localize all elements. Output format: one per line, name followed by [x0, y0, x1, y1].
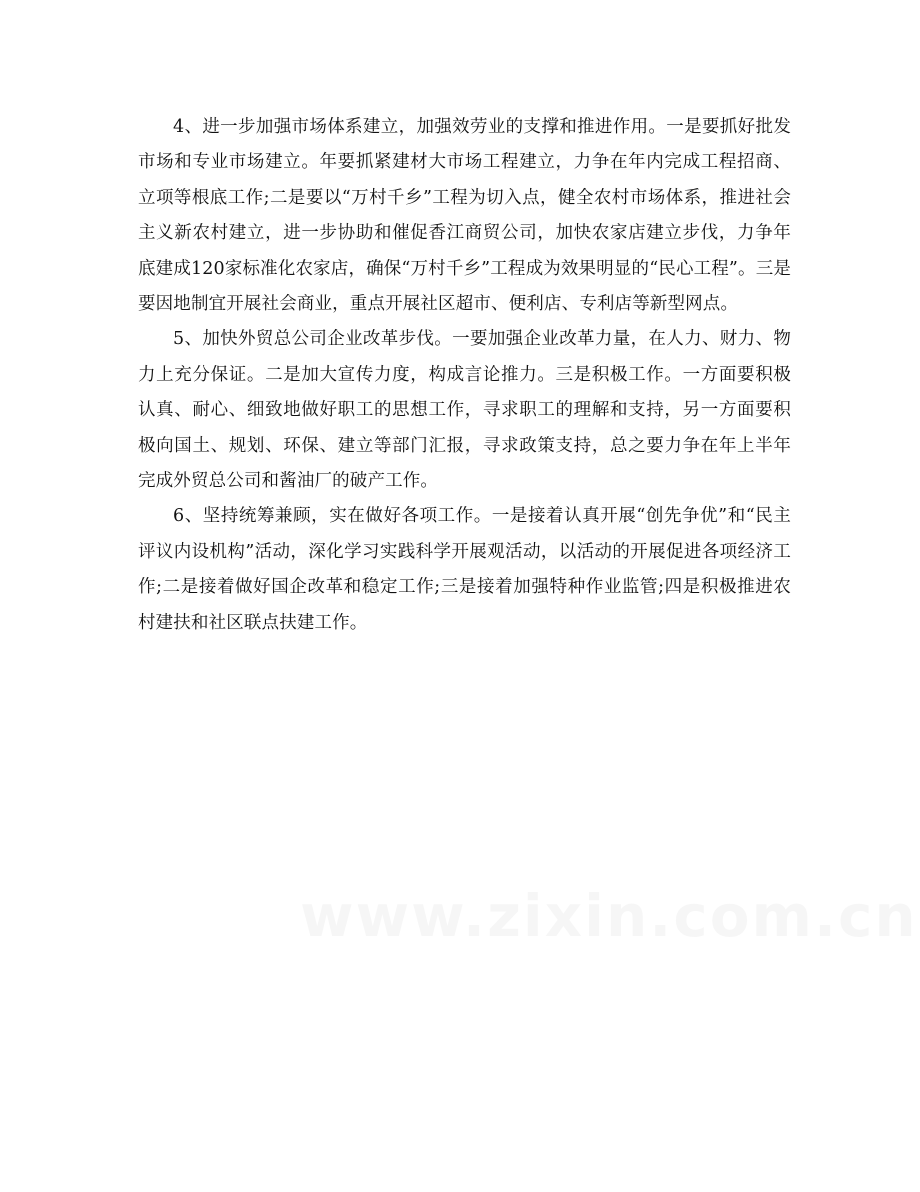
paragraph-6: 6、坚持统筹兼顾，实在做好各项工作。一是接着认真开展“创先争优”和“民主评议内设机构”活动，深化学习实践科学开展观活动，以活动的开展促进各项经济工作;二是接着做好国企改革和稳定工作;三是接着加强特种作业监管;四是积极推进农村建扶和社区联点扶建工作。 — [138, 506, 791, 633]
watermark — [300, 882, 918, 950]
paragraph-4: 4、进一步加强市场体系建立，加强效劳业的支撑和推进作用。一是要抓好批发市场和专业市场建立。年要抓紧建材大市场工程建立，力争在年内完成工程招商、立项等根底工作;二是要以“万村千乡”工程为切入点，健全农村市场体系，推进社会主义新农村建立，进一步协助和催促香江商贸公司，加快农家店建立步伐，力争年底建成120家标准化农家店，确保“万村千乡”工程成为效果明显的“民心工程”。三是要因地制宜开展社会商业，重点开展社区超市、便利店、专利店等新型网点。 — [138, 117, 791, 315]
paragraph-5: 5、加快外贸总公司企业改革步伐。一要加强企业改革力量，在人力、财力、物力上充分保证。二是加大宣传力度，构成言论推力。三是积极工作。一方面要积极认真、耐心、细致地做好职工的思想工作，寻求职工的理解和支持，另一方面要积极向国土、规划、环保、建立等部门汇报，寻求政策支持，总之要力争在年上半年完成外贸总公司和酱油厂的破产工作。 — [138, 329, 791, 492]
document-body — [138, 110, 791, 641]
